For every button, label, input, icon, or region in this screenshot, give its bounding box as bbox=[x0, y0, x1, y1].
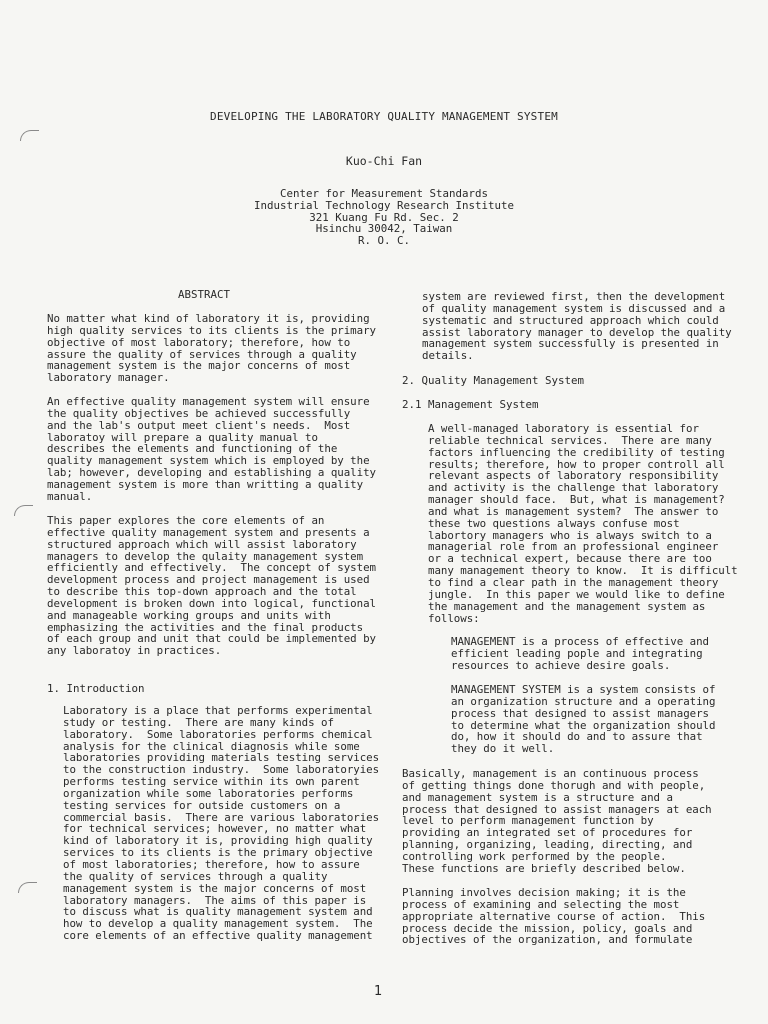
page-number: 1 bbox=[374, 984, 383, 999]
binder-mark bbox=[18, 882, 37, 893]
introduction-paragraph: Laboratory is a place that performs experimental study or testing. There are many kinds of laboratory. Some laboratories performs chemical analysis for the clinical diagnosis while some laboratories providing materials testing services to the construction industry. Some laboratoryies performs testing service within its own parent organization while some laboratories performs testing services for outside customers on a commercial basis. There are various laboratories for technical services; however, no matter what kind of laboratory it is, providing high quality services to its clients is the primary objective of most laboratories; therefore, how to assure the quality of services through a quality management system is the major concerns of most laboratory managers. The aims of this paper is to discuss what is quality management system and how to develop a quality management system. The core elements of an effective quality management bbox=[63, 704, 380, 943]
introduction-heading: 1. Introduction bbox=[47, 682, 145, 695]
affiliation-line: 321 Kuang Fu Rd. Sec. 2 bbox=[309, 210, 459, 224]
abstract-paragraph-1: No matter what kind of laboratory it is, providing high quality services to its clients is the primary objective of most laboratory; therefore, how to assure the quality of services through a quality management system is the major concerns of most laboratory manager. bbox=[47, 312, 376, 385]
section-2-1-heading: 2.1 Management System bbox=[402, 398, 539, 411]
affiliation-line: Hsinchu 30042, Taiwan bbox=[315, 222, 453, 236]
paper-author: Kuo-Chi Fan bbox=[345, 154, 423, 168]
basically-paragraph: Basically, management is an continuous process of getting things done thorugh and with people, and management system is a structure and a process that designed to assist managers at each level to perform management function by providing an integrated set of procedures for planning, organizing, leading, directing, and controlling work performed by the people. These functions are briefly described below. bbox=[402, 767, 712, 875]
binder-mark bbox=[14, 505, 33, 516]
management-definition: MANAGEMENT is a process of effective and efficient leading pople and integrating resources to achieve desire goals. bbox=[451, 635, 710, 672]
paper-title: DEVELOPING THE LABORATORY QUALITY MANAGEMENT SYSTEM bbox=[210, 110, 558, 123]
continued-paragraph: system are reviewed first, then the development of quality management system is discussed and a systematic and structured approach which could assist laboratory manager to develop the quality management system successfully is presented in details. bbox=[422, 290, 732, 363]
binder-mark bbox=[20, 130, 39, 141]
management-paragraph: A well-managed laboratory is essential for reliable technical services. There are many factors influencing the credibility of testing results; therefore, how to proper controll all relevant aspects of laboratory responsibility and activity is the challenge that laboratory manager should face. But, what is management? and what is management system? The answer to these two questions always confuse most labortory managers who is always switch to a managerial role from an professional engineer or a technical expert, because there are too many management theory to know. It is difficult to find a clear path in the management theory jungle. In this paper we would like to define the management and the management system as follows: bbox=[428, 422, 738, 625]
affiliation-line: Industrial Technology Research Institute bbox=[253, 198, 514, 212]
affiliation-line: Center for Measurement Standards bbox=[279, 187, 488, 200]
abstract-heading: ABSTRACT bbox=[178, 288, 231, 301]
abstract-paragraph-2: An effective quality management system will ensure the quality objectives be achieved successfully and the lab's output meet client's needs. Most laboratoy will prepare a quality manual to describes the elements and functioning of the quality management system which is employed by the lab; however, developing and establishing a quality management system is more than writting a quality manual. bbox=[47, 395, 376, 503]
affiliation-block bbox=[0, 188, 768, 247]
abstract-paragraph-3: This paper explores the core elements of an effective quality management system and presents a structured approach which will assist laboratory managers to develop the qulaity management system efficiently and effectively. The concept of system development process and project management is used to describe this top-down approach and the total development is broken down into logical, functional and manageable working groups and units with emphasizing the activities and the final products of each group and unit that could be implemented by any laboratoy in practices. bbox=[47, 514, 376, 658]
section-2-heading: 2. Quality Management System bbox=[402, 374, 585, 387]
management-system-definition: MANAGEMENT SYSTEM is a system consists of an organization structure and a operating process that designed to assist managers to determine what the organization should do, how it should do and to assure that they do it well. bbox=[451, 683, 716, 756]
planning-paragraph: Planning involves decision making; it is the process of examining and selecting the most appropriate alternative course of action. This process decide the mission, policy, goals and objectives of the organization, and formulate bbox=[402, 886, 706, 947]
affiliation-line: R. O. C. bbox=[357, 234, 410, 248]
